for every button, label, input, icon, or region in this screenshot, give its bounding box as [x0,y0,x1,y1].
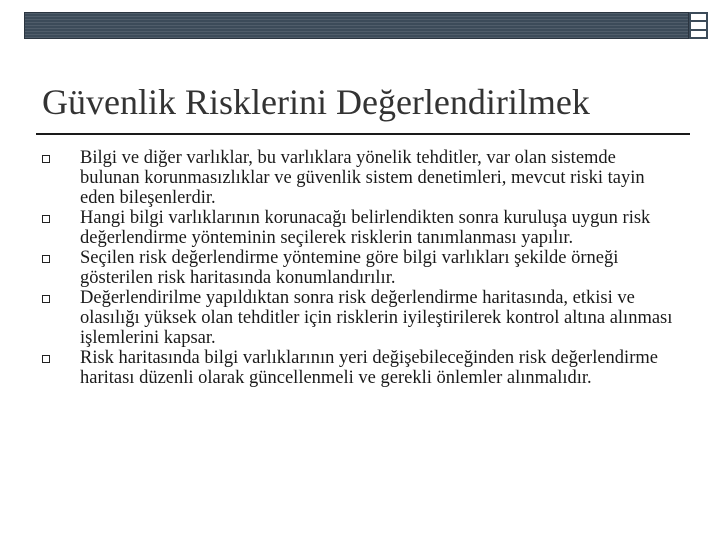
square-bullet-icon [42,355,50,363]
header-corner-decoration [689,12,708,39]
bullet-item [40,348,680,388]
slide-title: Güvenlik Risklerini Değerlendirilmek [42,82,590,122]
bullet-item [40,288,680,348]
square-bullet-icon [42,155,50,163]
bullet-text: Hangi bilgi varlıklarının korunacağı belirlendikten sonra kuruluşa uygun risk değerlendirme yönteminin seçilerek risklerin tanımlanması yapılır. [80,208,651,248]
square-bullet-icon [42,255,50,263]
bullet-text: Seçilen risk değerlendirme yöntemine göre bilgi varlıkları şekilde örneği gösterilen risk haritasında konumlandırılır. [80,248,619,288]
bullet-list [40,148,680,388]
bullet-item [40,248,680,288]
title-divider [36,133,690,135]
bullet-text: Risk haritasında bilgi varlıklarının yeri değişebileceğinden risk değerlendirme haritası düzenli olarak güncellenmeli ve gerekli önlemler alınmalıdır. [80,348,658,388]
bullet-item [40,208,680,248]
square-bullet-icon [42,215,50,223]
square-bullet-icon [42,295,50,303]
bullet-item [40,148,680,208]
header-bar [24,12,689,39]
bullet-text: Bilgi ve diğer varlıklar, bu varlıklara yönelik tehditler, var olan sistemde bulunan korunmasızlıklar ve güvenlik sistem denetimleri, mevcut riski tayin eden bileşenlerdir. [80,148,645,208]
bullet-text: Değerlendirilme yapıldıktan sonra risk değerlendirme haritasında, etkisi ve olasılığı yüksek olan tehditler için risklerin iyileştirilerek kontrol altına alınması işlemlerini kapsar. [80,288,673,348]
